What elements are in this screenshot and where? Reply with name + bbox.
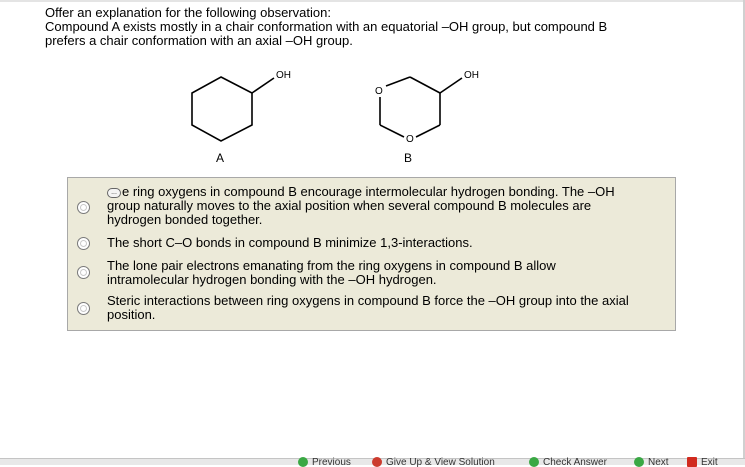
top-border [0,0,745,2]
option-3-line-1: The lone pair electrons emanating from the ring oxygens in compound B allow [107,258,556,273]
option-4-text[interactable] [107,294,667,322]
answer-options [67,177,676,331]
radio-button-option-1[interactable] [77,201,90,214]
option-3-line-2: intramolecular hydrogen bonding with the –OH hydrogen. [107,272,437,287]
question-line-1: Offer an explanation for the following observation: [45,5,331,20]
option-2-line-1: The short C–O bonds in compound B minimize 1,3-interactions. [107,235,473,250]
radio-button-option-4[interactable] [77,302,90,315]
option-1-line-1: ... e ring oxygens in compound B encourage intermolecular hydrogen bonding. The –OH [107,185,667,199]
compound-b-ring-oxygen-2: O [406,134,414,145]
green-arrow-icon [298,457,308,467]
red-flag-icon [372,457,382,467]
check-answer-button[interactable]: Check Answer [529,457,607,467]
option-2-text[interactable] [107,236,667,250]
question-text [45,6,725,48]
question-line-2: Compound A exists mostly in a chair conformation with an equatorial –OH group, but compound B [45,19,608,34]
next-button[interactable]: Next [634,457,669,467]
option-4-line-1: Steric interactions between ring oxygens in compound B force the –OH group into the axial [107,293,629,308]
radio-button-option-3[interactable] [77,266,90,279]
compound-a-label: A [216,151,225,165]
compound-a-structure [192,77,274,141]
comment-bubble-icon[interactable]: ... [107,188,121,198]
compound-a-oh-label: OH [276,70,291,81]
give-up-button[interactable]: Give Up & View Solution [372,457,495,467]
option-1-text[interactable] [107,185,667,227]
red-exit-icon [687,457,697,467]
compound-b-structure [380,77,462,137]
exit-button[interactable]: Exit [687,457,718,467]
compound-b-ring-oxygen-1: O [375,86,383,97]
option-3-text[interactable] [107,259,667,287]
molecule-figure [150,62,490,170]
option-1-line-2: group naturally moves to the axial position when several compound B molecules are [107,198,592,213]
compound-b-oh-label: OH [464,70,479,81]
compound-b-label: B [404,151,413,165]
radio-button-option-2[interactable] [77,237,90,250]
green-check-icon [529,457,539,467]
option-1-line-3: hydrogen bonded together. [107,212,263,227]
option-4-line-2: position. [107,307,156,322]
previous-button[interactable]: Previous [298,457,351,467]
green-arrow-icon [634,457,644,467]
question-line-3: prefers a chair conformation with an axial –OH group. [45,33,353,48]
